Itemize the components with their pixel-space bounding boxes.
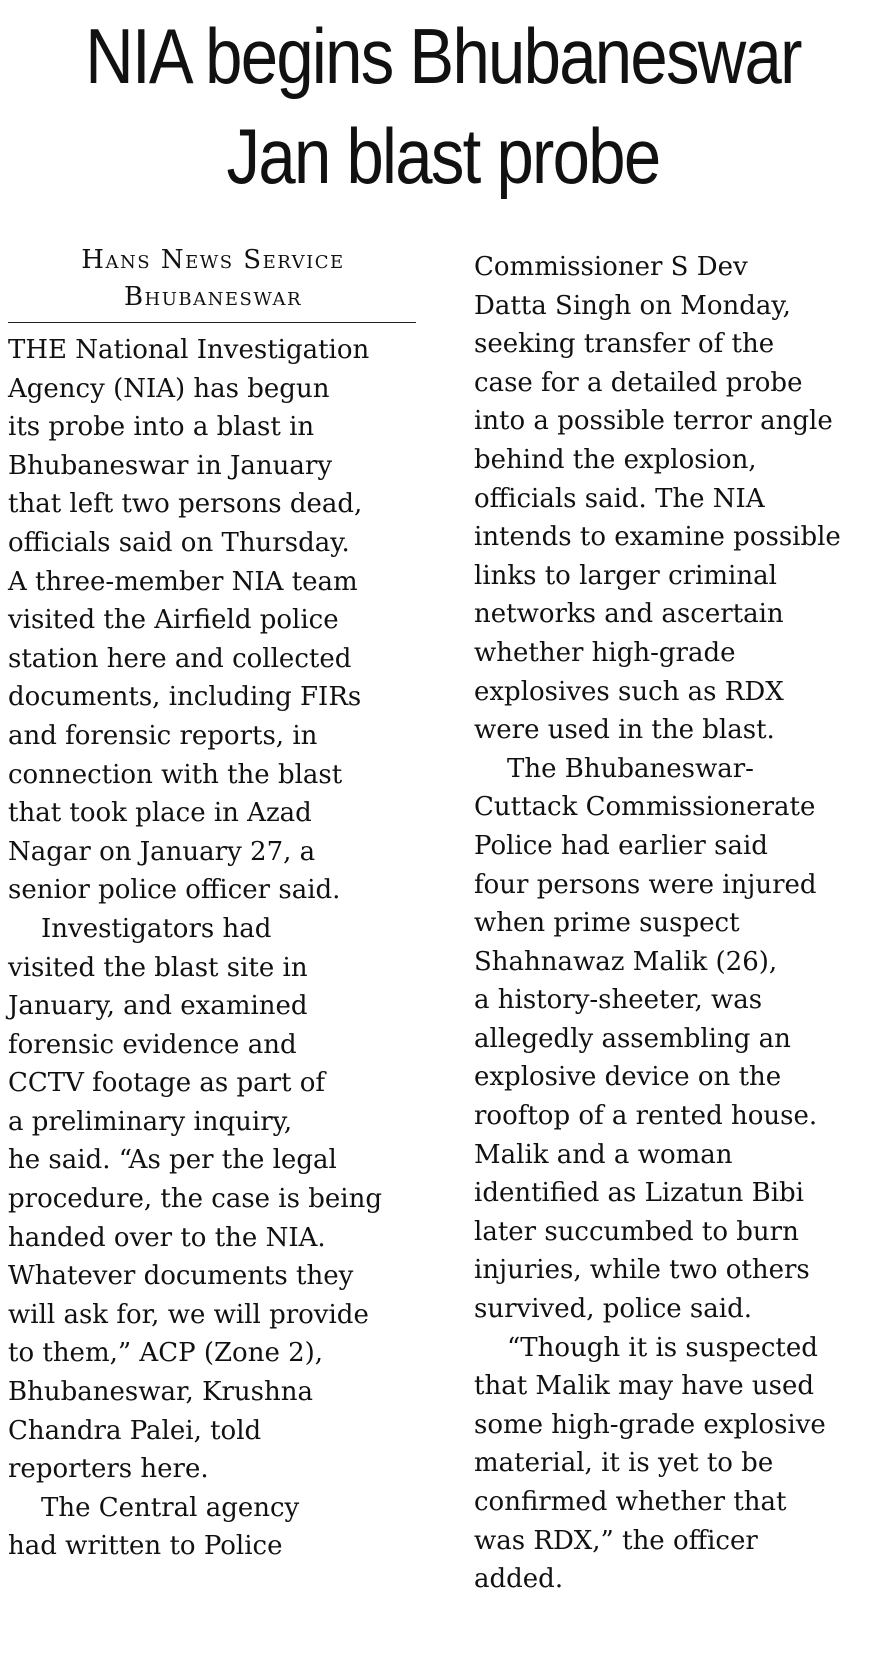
text-line: Commissioner S Dev [474, 252, 748, 282]
text-line: and forensic reports, in [8, 720, 318, 751]
text-line: injuries, while two others [474, 1255, 810, 1286]
text-line: its probe into a blast in [8, 412, 315, 443]
text-line: A three-member NIA team [8, 566, 358, 597]
text-line: CCTV footage as part of [8, 1068, 326, 1099]
text-line: Datta Singh on Monday, [474, 290, 791, 321]
text-line: intends to examine possible [474, 522, 841, 553]
text-line: handed over to the NIA. [8, 1222, 326, 1253]
text-line: Malik and a woman [474, 1139, 733, 1170]
text-line: documents, including FIRs [8, 682, 362, 713]
text-line: identified as Lizatun Bibi [474, 1178, 804, 1209]
text-line: to them,” ACP (Zone 2), [8, 1338, 324, 1369]
text-line: station here and collected [8, 643, 352, 674]
headline-line-1: NIA begins Bhubaneswar [85, 12, 801, 100]
text-line: Shahnawaz Malik (26), [474, 946, 778, 977]
text-line: that took place in Azad [8, 798, 312, 829]
text-line: explosives such as RDX [474, 676, 784, 707]
paragraph-start: The Central agency [41, 1492, 300, 1523]
byline-city: Bhubaneswar [123, 282, 303, 312]
text-line: added. [474, 1564, 564, 1595]
text-line: confirmed whether that [474, 1487, 787, 1517]
text-line: that Malik may have used [474, 1371, 814, 1402]
text-line: THE National Investigation [8, 335, 370, 365]
text-line: allegedly assembling an [474, 1023, 791, 1054]
text-line: material, it is yet to be [474, 1448, 774, 1479]
text-line: networks and ascertain [474, 599, 784, 630]
text-line: four persons were injured [474, 869, 817, 900]
text-line: visited the blast site in [8, 952, 308, 983]
text-line: senior police officer said. [8, 875, 341, 906]
text-line: Agency (NIA) has begun [8, 373, 330, 404]
text-line: explosive device on the [474, 1062, 782, 1093]
text-line: procedure, the case is being [8, 1184, 382, 1215]
text-line: a preliminary inquiry, [8, 1106, 293, 1137]
headline-line-2: Jan blast probe [226, 112, 660, 200]
body-text-left [8, 331, 418, 1566]
text-line: January, and examined [8, 991, 308, 1022]
text-line: Nagar on January 27, a [8, 836, 316, 867]
text-line: officials said on Thursday. [8, 527, 350, 558]
text-line: links to larger criminal [474, 560, 777, 591]
text-line: survived, police said. [474, 1294, 752, 1325]
text-line: officials said. The NIA [474, 483, 765, 514]
text-line: whether high-grade [474, 637, 736, 668]
text-line: into a possible terror angle [474, 406, 833, 437]
headline [62, 6, 824, 206]
text-line: were used in the blast. [474, 715, 775, 746]
byline [8, 242, 418, 316]
text-line: later succumbed to burn [474, 1216, 799, 1247]
text-line: he said. “As per the legal [8, 1145, 337, 1176]
article-column-right [474, 248, 884, 1599]
text-line: connection with the blast [8, 759, 343, 790]
byline-divider [8, 322, 416, 323]
text-line: seeking transfer of the [474, 329, 775, 360]
text-line: some high-grade explosive [474, 1409, 826, 1440]
text-line: forensic evidence and [8, 1029, 297, 1060]
text-line: case for a detailed probe [474, 367, 803, 398]
text-line: a history-sheeter, was [474, 985, 763, 1016]
text-line: behind the explosion, [474, 444, 757, 475]
text-line: when prime suspect [474, 908, 740, 939]
text-line: will ask for, we will provide [8, 1299, 369, 1330]
text-line: reporters here. [8, 1454, 209, 1485]
text-line: had written to Police [8, 1531, 283, 1562]
text-line: Bhubaneswar, Krushna [8, 1377, 314, 1408]
text-line: Whatever documents they [8, 1261, 354, 1292]
text-line: Cuttack Commissionerate [474, 792, 816, 823]
paragraph-start: The Bhubaneswar- [507, 753, 754, 784]
text-line: Bhubaneswar in January [8, 450, 333, 481]
text-line: was RDX,” the officer [474, 1525, 758, 1556]
article-column-left [8, 245, 418, 1566]
text-line: rooftop of a rented house. [474, 1101, 818, 1132]
paragraph-start: “Though it is suspected [507, 1332, 818, 1363]
byline-agency: Hans News Service [81, 245, 345, 275]
text-line: Chandra Palei, told [8, 1415, 262, 1446]
text-line: that left two persons dead, [8, 489, 363, 520]
paragraph-start: Investigators had [41, 913, 272, 944]
text-line: visited the Airfield police [8, 605, 339, 636]
text-line: Police had earlier said [474, 830, 768, 861]
